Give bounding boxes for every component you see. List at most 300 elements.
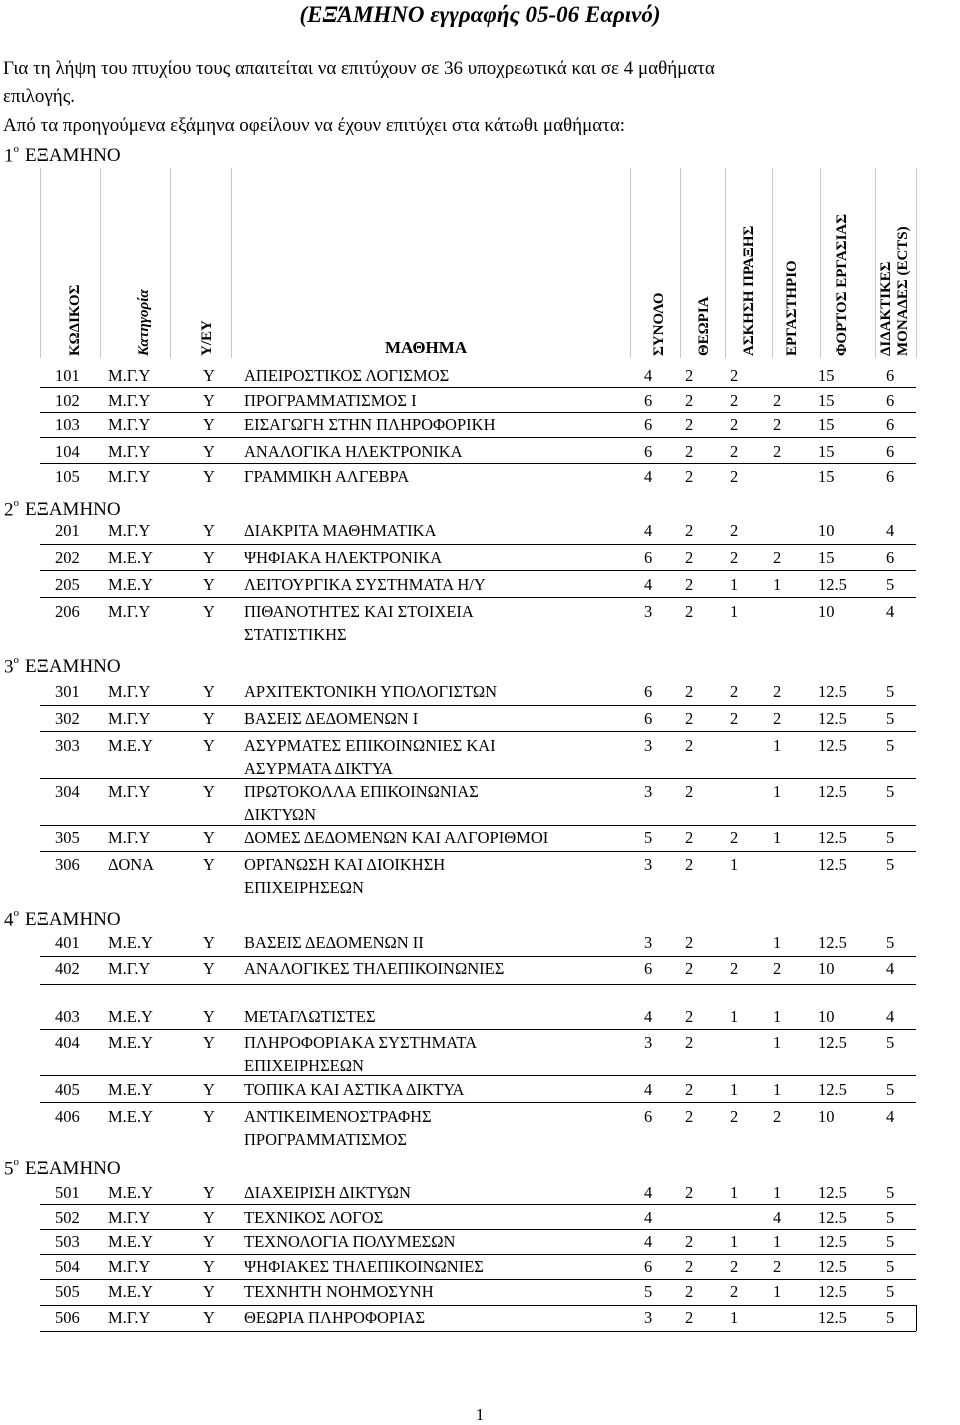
header-theory: ΘΕΩΡΙΑ — [696, 296, 712, 356]
table-row — [40, 414, 916, 438]
cell-cat: Μ.Ε.Υ — [108, 1007, 153, 1026]
cell-cat: Μ.Ε.Υ — [108, 1183, 153, 1202]
cell-theory: 2 — [685, 548, 694, 567]
cell-type: Υ — [203, 366, 215, 385]
cell-lab: 2 — [773, 1107, 782, 1126]
cell-ects: 5 — [886, 828, 895, 847]
cell-work: 12.5 — [818, 575, 847, 594]
cell-name-line2: ΕΠΙΧΕΙΡΗΣΕΩΝ — [244, 1056, 364, 1075]
cell-ects: 5 — [886, 1257, 895, 1276]
header-column-divider — [231, 168, 232, 358]
cell-total: 4 — [644, 1007, 653, 1026]
cell-total: 4 — [644, 521, 653, 540]
row-divider — [40, 705, 916, 706]
header-ects-line1: ΔΙΔΑΚΤΙΚΕΣ — [878, 261, 894, 356]
table-row — [40, 958, 916, 982]
cell-ects: 5 — [886, 1183, 895, 1202]
cell-total: 6 — [644, 442, 653, 461]
cell-type: Υ — [203, 782, 215, 801]
table-row — [40, 1182, 916, 1206]
cell-work: 12.5 — [818, 933, 847, 952]
cell-work: 10 — [818, 959, 835, 978]
header-practice: ΑΣΚΗΣΗ ΠΡΑΞΗΣ — [741, 225, 757, 356]
cell-code: 502 — [55, 1208, 80, 1227]
header-category: Κατηγορία — [136, 289, 152, 356]
cell-work: 12.5 — [818, 1183, 847, 1202]
cell-code: 105 — [55, 467, 80, 486]
cell-work: 12.5 — [818, 1282, 847, 1301]
cell-ects: 6 — [886, 442, 895, 461]
cell-work: 15 — [818, 391, 835, 410]
cell-practice: 2 — [730, 366, 739, 385]
cell-ects: 5 — [886, 1208, 895, 1227]
header-column-divider — [170, 168, 171, 358]
semester-heading — [4, 651, 121, 678]
cell-type: Υ — [203, 1007, 215, 1026]
cell-ects: 5 — [886, 1232, 895, 1251]
table-row — [40, 441, 916, 465]
cell-type: Υ — [203, 1208, 215, 1227]
cell-type: Υ — [203, 442, 215, 461]
header-column-divider — [820, 168, 821, 358]
cell-code: 206 — [55, 602, 80, 621]
header-total: ΣΥΝΟΛΟ — [651, 292, 667, 356]
cell-work: 12.5 — [818, 1257, 847, 1276]
cell-cat: Μ.Ε.Υ — [108, 736, 153, 755]
cell-code: 202 — [55, 548, 80, 567]
cell-practice: 1 — [730, 602, 739, 621]
row-divider — [40, 851, 916, 852]
cell-theory: 2 — [685, 959, 694, 978]
table-right-border — [916, 1305, 917, 1331]
cell-total: 5 — [644, 828, 653, 847]
cell-code: 205 — [55, 575, 80, 594]
cell-practice: 1 — [730, 1007, 739, 1026]
cell-ects: 5 — [886, 855, 895, 874]
table-row — [40, 854, 916, 897]
cell-lab: 1 — [773, 782, 782, 801]
cell-type: Υ — [203, 1308, 215, 1327]
row-divider — [40, 1254, 916, 1255]
cell-practice: 2 — [730, 415, 739, 434]
cell-type: Υ — [203, 709, 215, 728]
cell-name: ΑΝΑΛΟΓΙΚΕΣ ΤΗΛΕΠΙΚΟΙΝΩΝΙΕΣ — [244, 959, 505, 978]
cell-total: 6 — [644, 709, 653, 728]
cell-ects: 6 — [886, 467, 895, 486]
cell-code: 404 — [55, 1033, 80, 1052]
cell-work: 12.5 — [818, 709, 847, 728]
cell-lab: 1 — [773, 828, 782, 847]
cell-lab: 4 — [773, 1208, 782, 1227]
cell-code: 503 — [55, 1232, 80, 1251]
semester-ordinal: ο — [13, 143, 19, 155]
page-number: 1 — [475, 1405, 485, 1424]
semester-heading — [4, 140, 121, 167]
row-divider — [40, 597, 916, 598]
cell-name: ΒΑΣΕΙΣ ΔΕΔΟΜΕΝΩΝ ΙΙ — [244, 933, 424, 952]
row-divider — [40, 1279, 916, 1280]
cell-total: 3 — [644, 736, 653, 755]
cell-lab: 1 — [773, 933, 782, 952]
cell-lab: 1 — [773, 575, 782, 594]
cell-work: 15 — [818, 467, 835, 486]
cell-code: 501 — [55, 1183, 80, 1202]
table-row — [40, 735, 916, 778]
cell-lab: 1 — [773, 736, 782, 755]
cell-work: 15 — [818, 415, 835, 434]
semester-heading — [4, 494, 121, 521]
cell-name: ΨΗΦΙΑΚΕΣ ΤΗΛΕΠΙΚΟΙΝΩΝΙΕΣ — [244, 1257, 484, 1276]
cell-theory: 2 — [685, 933, 694, 952]
cell-practice: 2 — [730, 467, 739, 486]
table-row — [40, 708, 916, 732]
table-row — [40, 1231, 916, 1255]
cell-name: ΑΝΤΙΚΕΙΜΕΝΟΣΤΡΑΦΗΣ — [244, 1107, 432, 1126]
semester-label: ΕΞΑΜΗΝΟ — [25, 656, 121, 678]
cell-code: 506 — [55, 1308, 80, 1327]
cell-type: Υ — [203, 1257, 215, 1276]
cell-name-line2: ΕΠΙΧΕΙΡΗΣΕΩΝ — [244, 878, 364, 897]
cell-theory: 2 — [685, 1183, 694, 1202]
table-row — [40, 390, 916, 414]
cell-type: Υ — [203, 391, 215, 410]
cell-code: 505 — [55, 1282, 80, 1301]
cell-type: Υ — [203, 548, 215, 567]
cell-type: Υ — [203, 1183, 215, 1202]
table-row — [40, 781, 916, 824]
semester-number: 4 — [4, 909, 14, 931]
cell-name: ΑΣΥΡΜΑΤΕΣ ΕΠΙΚΟΙΝΩΝΙΕΣ ΚΑΙ — [244, 736, 496, 755]
header-column-divider — [680, 168, 681, 358]
row-divider — [40, 1331, 916, 1332]
cell-type: Υ — [203, 933, 215, 952]
semester-number: 1 — [4, 145, 14, 167]
table-row — [40, 827, 916, 851]
cell-theory: 2 — [685, 782, 694, 801]
cell-name: ΔΙΑΧΕΙΡΙΣΗ ΔΙΚΤΥΩΝ — [244, 1183, 411, 1202]
cell-total: 4 — [644, 1080, 653, 1099]
cell-total: 6 — [644, 959, 653, 978]
intro-line-3: Από τα προηγούμενα εξάμηνα οφείλουν να έχουν επιτύχει στα κάτωθι μαθήματα: — [3, 115, 626, 136]
cell-theory: 2 — [685, 415, 694, 434]
cell-theory: 2 — [685, 575, 694, 594]
cell-work: 12.5 — [818, 1232, 847, 1251]
cell-cat: Μ.Γ.Υ — [108, 391, 151, 410]
cell-cat: Μ.Γ.Υ — [108, 1208, 151, 1227]
cell-total: 6 — [644, 548, 653, 567]
cell-code: 304 — [55, 782, 80, 801]
semester-number: 3 — [4, 656, 14, 678]
cell-type: Υ — [203, 1232, 215, 1251]
cell-lab: 2 — [773, 959, 782, 978]
row-divider — [40, 825, 916, 826]
cell-total: 4 — [644, 575, 653, 594]
cell-theory: 2 — [685, 1308, 694, 1327]
cell-cat: Μ.Γ.Υ — [108, 366, 151, 385]
cell-practice: 1 — [730, 1308, 739, 1327]
row-divider — [40, 544, 916, 545]
cell-total: 3 — [644, 782, 653, 801]
cell-type: Υ — [203, 415, 215, 434]
cell-name: ΑΝΑΛΟΓΙΚΑ ΗΛΕΚΤΡΟΝΙΚΑ — [244, 442, 463, 461]
cell-lab: 2 — [773, 442, 782, 461]
cell-practice: 1 — [730, 575, 739, 594]
row-divider — [40, 778, 916, 779]
cell-lab: 2 — [773, 1257, 782, 1276]
cell-ects: 6 — [886, 366, 895, 385]
cell-ects: 5 — [886, 1080, 895, 1099]
cell-total: 3 — [644, 855, 653, 874]
cell-work: 10 — [818, 1107, 835, 1126]
table-row — [40, 1032, 916, 1075]
cell-work: 12.5 — [818, 682, 847, 701]
cell-cat: Μ.Ε.Υ — [108, 1080, 153, 1099]
cell-lab: 1 — [773, 1033, 782, 1052]
semester-ordinal: ο — [13, 1156, 19, 1168]
cell-code: 306 — [55, 855, 80, 874]
cell-total: 3 — [644, 1308, 653, 1327]
cell-cat: Μ.Ε.Υ — [108, 1232, 153, 1251]
cell-total: 6 — [644, 391, 653, 410]
cell-name: ΑΡΧΙΤΕΚΤΟΝΙΚΗ ΥΠΟΛΟΓΙΣΤΩΝ — [244, 682, 498, 701]
semester-heading — [4, 1153, 121, 1180]
cell-theory: 2 — [685, 521, 694, 540]
cell-total: 3 — [644, 602, 653, 621]
cell-ects: 5 — [886, 709, 895, 728]
cell-theory: 2 — [685, 467, 694, 486]
cell-lab: 2 — [773, 682, 782, 701]
cell-work: 15 — [818, 366, 835, 385]
cell-total: 4 — [644, 1183, 653, 1202]
cell-type: Υ — [203, 1033, 215, 1052]
cell-work: 12.5 — [818, 1308, 847, 1327]
cell-code: 103 — [55, 415, 80, 434]
cell-name-line2: ΑΣΥΡΜΑΤΑ ΔΙΚΤΥΑ — [244, 759, 393, 778]
table-row — [40, 574, 916, 598]
table-row — [40, 1106, 916, 1149]
cell-work: 12.5 — [818, 1208, 847, 1227]
cell-practice: 2 — [730, 828, 739, 847]
table-row — [40, 1281, 916, 1305]
header-column-divider — [875, 168, 876, 358]
cell-practice: 2 — [730, 1107, 739, 1126]
cell-name: ΜΕΤΑΓΛΩΤΙΣΤΕΣ — [244, 1007, 376, 1026]
cell-total: 6 — [644, 415, 653, 434]
cell-theory: 2 — [685, 1033, 694, 1052]
header-course: ΜΑΘΗΜΑ — [385, 338, 468, 357]
cell-cat: Μ.Γ.Υ — [108, 602, 151, 621]
cell-practice: 2 — [730, 1282, 739, 1301]
header-column-divider — [100, 168, 101, 358]
cell-practice: 2 — [730, 442, 739, 461]
cell-type: Υ — [203, 1282, 215, 1301]
cell-code: 303 — [55, 736, 80, 755]
cell-ects: 5 — [886, 1282, 895, 1301]
cell-practice: 2 — [730, 682, 739, 701]
table-row — [40, 1307, 916, 1331]
cell-name: ΟΡΓΑΝΩΣΗ ΚΑΙ ΔΙΟΙΚΗΣΗ — [244, 855, 446, 874]
row-divider — [40, 731, 916, 732]
cell-code: 402 — [55, 959, 80, 978]
cell-ects: 5 — [886, 1308, 895, 1327]
cell-type: Υ — [203, 575, 215, 594]
cell-practice: 2 — [730, 548, 739, 567]
document-title: (ΕΞΆΜΗΝΟ εγγραφής 05-06 Εαρινό) — [299, 2, 661, 27]
row-divider — [40, 437, 916, 438]
semester-label: ΕΞΑΜΗΝΟ — [25, 909, 121, 931]
cell-practice: 1 — [730, 1080, 739, 1099]
intro-line-1: Για τη λήψη του πτυχίου τους απαιτείται να επιτύχουν σε 36 υποχρεωτικά και σε 4 μαθήματα — [3, 58, 715, 79]
cell-work: 10 — [818, 521, 835, 540]
cell-code: 201 — [55, 521, 80, 540]
cell-cat: Μ.Γ.Υ — [108, 959, 151, 978]
cell-ects: 5 — [886, 782, 895, 801]
row-divider — [40, 387, 916, 388]
cell-type: Υ — [203, 1107, 215, 1126]
cell-lab: 1 — [773, 1007, 782, 1026]
cell-cat: Μ.Ε.Υ — [108, 548, 153, 567]
cell-work: 12.5 — [818, 736, 847, 755]
cell-work: 12.5 — [818, 1033, 847, 1052]
cell-theory: 2 — [685, 391, 694, 410]
cell-name: ΔΙΑΚΡΙΤΑ ΜΑΘΗΜΑΤΙΚΑ — [244, 521, 437, 540]
cell-total: 5 — [644, 1282, 653, 1301]
cell-theory: 2 — [685, 828, 694, 847]
header-column-divider — [630, 168, 631, 358]
cell-ects: 5 — [886, 933, 895, 952]
row-divider — [40, 1229, 916, 1230]
cell-code: 101 — [55, 366, 80, 385]
semester-label: ΕΞΑΜΗΝΟ — [25, 499, 121, 521]
cell-theory: 2 — [685, 1007, 694, 1026]
header-type: Υ/ΕΥ — [199, 320, 215, 356]
cell-lab: 2 — [773, 548, 782, 567]
cell-theory: 2 — [685, 709, 694, 728]
cell-code: 406 — [55, 1107, 80, 1126]
cell-total: 6 — [644, 682, 653, 701]
semester-label: ΕΞΑΜΗΝΟ — [25, 1158, 121, 1180]
cell-cat: Μ.Γ.Υ — [108, 1308, 151, 1327]
table-row — [40, 547, 916, 571]
header-column-divider — [40, 168, 41, 358]
row-divider — [40, 1029, 916, 1030]
row-divider — [40, 570, 916, 571]
cell-practice: 2 — [730, 709, 739, 728]
table-row — [40, 365, 916, 389]
header-ects-line2: ΜΟΝΑΔΕΣ (ECTS) — [895, 226, 911, 356]
cell-cat: Μ.Γ.Υ — [108, 467, 151, 486]
cell-cat: Μ.Γ.Υ — [108, 782, 151, 801]
cell-theory: 2 — [685, 1232, 694, 1251]
semester-number: 2 — [4, 499, 14, 521]
cell-cat: Μ.Γ.Υ — [108, 682, 151, 701]
header-column-divider — [772, 168, 773, 358]
cell-cat: ΔΟΝΑ — [108, 855, 155, 874]
header-code: ΚΩΔΙΚΟΣ — [67, 284, 83, 356]
cell-practice: 1 — [730, 855, 739, 874]
row-divider — [40, 1102, 916, 1103]
cell-theory: 2 — [685, 602, 694, 621]
cell-type: Υ — [203, 828, 215, 847]
cell-total: 3 — [644, 1033, 653, 1052]
semester-ordinal: ο — [13, 907, 19, 919]
cell-name: ΒΑΣΕΙΣ ΔΕΔΟΜΕΝΩΝ Ι — [244, 709, 419, 728]
cell-name: ΠΡΩΤΟΚΟΛΛΑ ΕΠΙΚΟΙΝΩΝΙΑΣ — [244, 782, 479, 801]
cell-total: 4 — [644, 1208, 653, 1227]
cell-ects: 5 — [886, 1033, 895, 1052]
cell-cat: Μ.Γ.Υ — [108, 828, 151, 847]
row-divider — [40, 984, 916, 985]
cell-cat: Μ.Ε.Υ — [108, 575, 153, 594]
cell-code: 104 — [55, 442, 80, 461]
cell-name: ΠΙΘΑΝΟΤΗΤΕΣ ΚΑΙ ΣΤΟΙΧΕΙΑ — [244, 602, 474, 621]
cell-name-line2: ΣΤΑΤΙΣΤΙΚΗΣ — [244, 625, 347, 644]
cell-type: Υ — [203, 855, 215, 874]
cell-cat: Μ.Γ.Υ — [108, 709, 151, 728]
cell-type: Υ — [203, 467, 215, 486]
cell-theory: 2 — [685, 366, 694, 385]
cell-theory: 2 — [685, 1257, 694, 1276]
cell-code: 401 — [55, 933, 80, 952]
table-row — [40, 1207, 916, 1231]
cell-name: ΑΠΕΙΡΟΣΤΙΚΟΣ ΛΟΓΙΣΜΟΣ — [244, 366, 450, 385]
cell-practice: 2 — [730, 391, 739, 410]
cell-work: 12.5 — [818, 1080, 847, 1099]
cell-cat: Μ.Ε.Υ — [108, 933, 153, 952]
row-divider — [40, 1305, 916, 1306]
table-row — [40, 932, 916, 956]
cell-work: 10 — [818, 602, 835, 621]
cell-name: ΠΛΗΡΟΦΟΡΙΑΚΑ ΣΥΣΤΗΜΑΤΑ — [244, 1033, 478, 1052]
cell-cat: Μ.Ε.Υ — [108, 1033, 153, 1052]
semester-label: ΕΞΑΜΗΝΟ — [25, 145, 121, 167]
row-divider — [40, 412, 916, 413]
cell-practice: 1 — [730, 1232, 739, 1251]
cell-name: ΤΕΧΝΙΚΟΣ ΛΟΓΟΣ — [244, 1208, 384, 1227]
cell-theory: 2 — [685, 1080, 694, 1099]
cell-theory: 2 — [685, 682, 694, 701]
cell-ects: 6 — [886, 548, 895, 567]
cell-lab: 1 — [773, 1232, 782, 1251]
cell-ects: 5 — [886, 682, 895, 701]
cell-name: ΛΕΙΤΟΥΡΓΙΚΑ ΣΥΣΤΗΜΑΤΑ Η/Υ — [244, 575, 486, 594]
cell-ects: 6 — [886, 391, 895, 410]
header-lab: ΕΡΓΑΣΤΗΡΙΟ — [784, 260, 800, 356]
cell-name: ΤΕΧΝΗΤΗ ΝΟΗΜΟΣΥΝΗ — [244, 1282, 434, 1301]
cell-ects: 6 — [886, 415, 895, 434]
header-column-divider — [916, 168, 917, 358]
cell-code: 403 — [55, 1007, 80, 1026]
cell-lab: 1 — [773, 1282, 782, 1301]
cell-code: 102 — [55, 391, 80, 410]
cell-name: ΨΗΦΙΑΚΑ ΗΛΕΚΤΡΟΝΙΚΑ — [244, 548, 443, 567]
cell-cat: Μ.Ε.Υ — [108, 1282, 153, 1301]
cell-name: ΘΕΩΡΙΑ ΠΛΗΡΟΦΟΡΙΑΣ — [244, 1308, 426, 1327]
cell-name: ΕΙΣΑΓΩΓΗ ΣΤΗΝ ΠΛΗΡΟΦΟΡΙΚΗ — [244, 415, 496, 434]
cell-practice: 2 — [730, 521, 739, 540]
cell-code: 504 — [55, 1257, 80, 1276]
cell-type: Υ — [203, 602, 215, 621]
table-row — [40, 1079, 916, 1103]
cell-name-line2: ΠΡΟΓΡΑΜΜΑΤΙΣΜΟΣ — [244, 1130, 407, 1149]
cell-work: 15 — [818, 548, 835, 567]
cell-type: Υ — [203, 682, 215, 701]
row-divider — [40, 1075, 916, 1076]
cell-code: 301 — [55, 682, 80, 701]
cell-practice: 1 — [730, 1183, 739, 1202]
cell-theory: 2 — [685, 736, 694, 755]
cell-cat: Μ.Ε.Υ — [108, 1107, 153, 1126]
